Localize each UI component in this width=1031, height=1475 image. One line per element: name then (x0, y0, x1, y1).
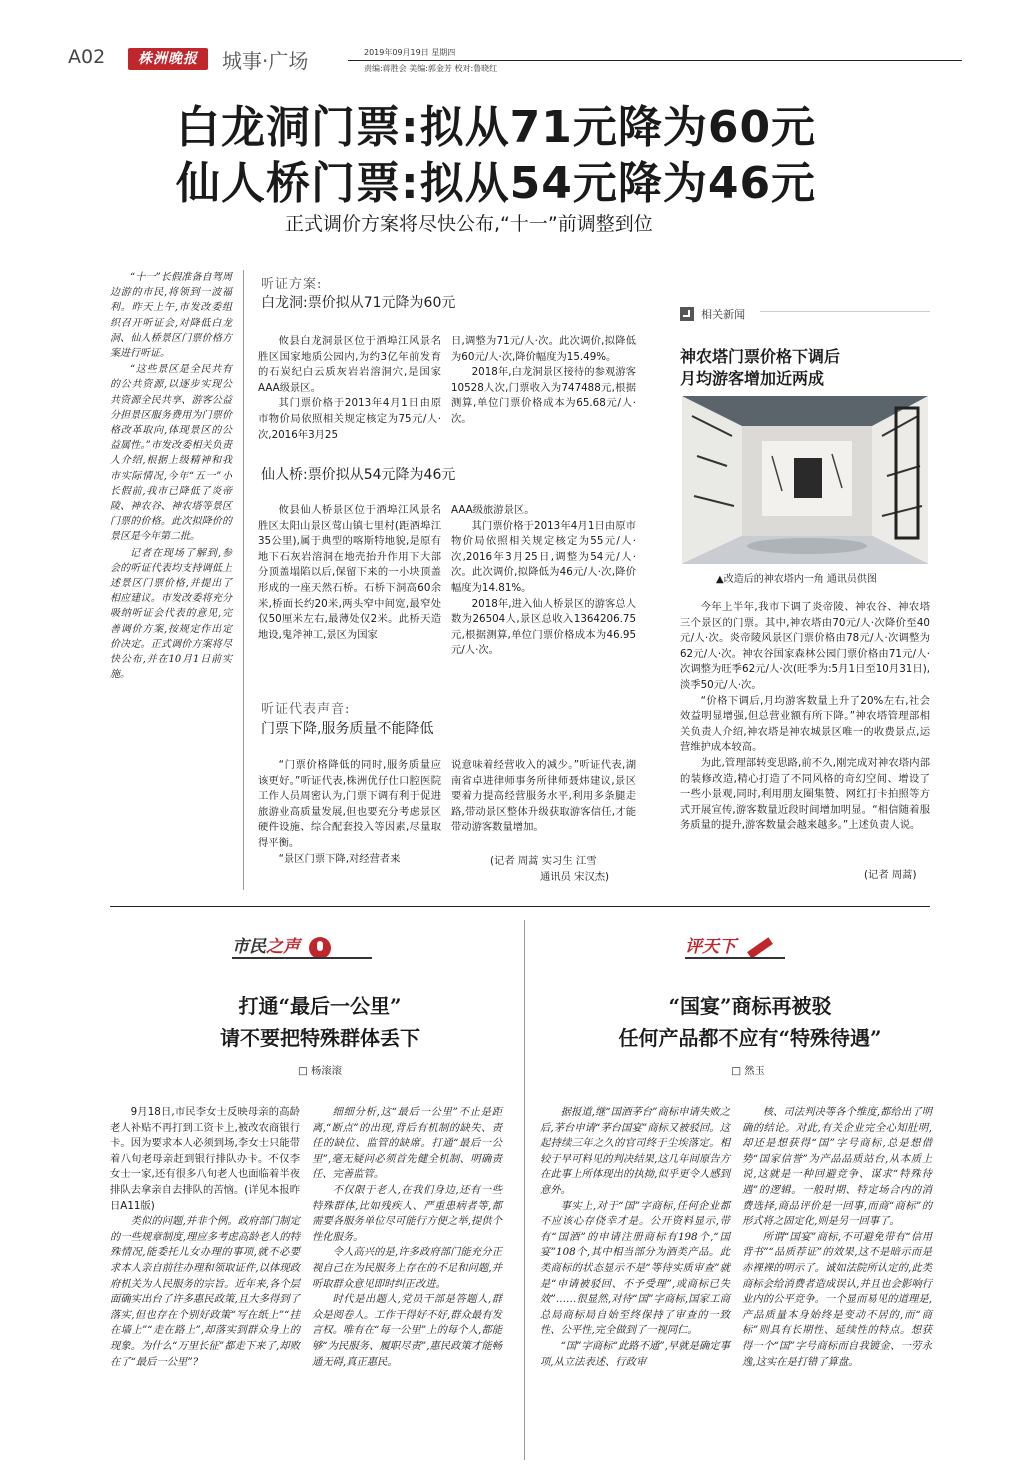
voices-label: 听证代表声音: (261, 702, 351, 717)
citizen-paragraph: 细细分析,这“最后一公里”不止是距离,“断点”的出现,背后有机制的缺失、责任的缺位、监管的缺席。打通“最后一公里”,毫无疑问必须首先健全机制、明确责任、完善监管。 (312, 1106, 502, 1181)
citizen-paragraph: 类似的问题,并非个例。政府部门制定的一些规章制度,理应多考虑高龄老人的特殊情况,能委托儿女办理的事项,就不必要求本人亲自前往办理和领取证件,以体现政府机关为人民服务的宗旨。近年来,各个层面确实出台了许多惠民政策,且大多得到了落实,但也存在个别好政策“写在纸上”“挂在墙上”“走在路上”,却落实到群众身上的现象。为什么“万里长征”都走下来了,却败在了“最后一公里”? (110, 1215, 300, 1368)
section-divider (110, 906, 930, 907)
commentary-title-1: “国宴”商标再被驳 (668, 994, 832, 1018)
bld-paragraph: 2018年,白龙洞景区接待的参观游客10528人次,门票收入为747488元,根据测算,单位门票价格成本为65.68元/人·次。 (451, 366, 636, 425)
commentary-paragraph: 事实上,对于“国”字商标,任何企业都不应该心存侥幸才是。公开资料显示,带有“国酒”的申请注册商标有198个,“国宴”108个,其中相当部分为酒类产品。此类商标的状态显示不是“等待实质审查”就是“申请被驳回、不予受理”,或商标已失效”……很显然,对待“国”字商标,国家工商总局商标局自始至终保持了审查的一致性、公平性,完全做到了一视同仁。 (540, 1199, 730, 1337)
intro-paragraph: “这些景区是全民共有的公共资源,以逐步实现公共资源全民共享、游客公益分担景区服务费用为门票价格改革取向,体现景区的公益属性。”市发改委相关负责人介绍,根据上级精神和我市实际情况,今年“五一”小长假前,我市已降低了炎帝陵、神农谷、神农塔等景区门票的价格。此次拟降价的景区是今年第二批。 (110, 364, 232, 543)
related-body (680, 600, 930, 834)
xrq-text-col1 (258, 503, 441, 643)
voices-paragraph: “门票价格降低的同时,服务质量应该更好。”听证代表,株洲优仔仕口腔医院工作人员周密认为,门票下调有利于促进旅游业高质量发展,但也要充分考虑景区硬件设施、综合配套投入等因素,尽量取得平衡。 (258, 759, 441, 849)
bld-text-col1 (258, 334, 441, 443)
related-paragraph: 今年上半年,我市下调了炎帝陵、神农谷、神农塔三个景区的门票。其中,神农塔由70元/人·次降价至40元/人·次。炎帝陵风景区门票价格由78元/人·次调整为62元/人·次。神农谷国家森林公园门票价格由71元/人·次调整为旺季62元/人·次(旺季为:5月1日至10月31日),淡季50元/人·次。 (680, 601, 930, 691)
xrq-text-col2 (451, 503, 636, 659)
citizen-paragraph: 不仅限于老人,在我们身边,还有一些特殊群体,比如残疾人、严重患病者等,都需要各服务单位尽可能行方便之举,提供个性化服务。 (312, 1183, 502, 1243)
column-divider (243, 270, 244, 890)
paper-logo (128, 48, 208, 70)
related-paragraph: “价格下调后,月均游客数量上升了20%左右,社会效益明显增强,但总营业额有所下降。”神农塔管理部相关负责人介绍,神农塔是神农城景区唯一的收费景点,运营维护成本较高。 (680, 694, 930, 754)
related-title-1: 神农塔门票价格下调后 (680, 347, 841, 366)
citizen-title-1: 打通“最后一公里” (238, 994, 402, 1018)
citizen-paragraph: 9月18日,市民李女士反映母亲的高龄老人补贴不再打到工资卡上,被改农商银行卡。因为要求本人必须到场,李女士只能带着八旬老母亲赶到银行排队办卡。不仅李女士一家,还有很多八旬老人也面临着半夜排队去拿亲自去排队的苦恼。(详见本报昨日A11版) (110, 1106, 300, 1212)
voices-text-col2 (451, 758, 636, 836)
intro-paragraph: “十一”长假准备自驾周边游的市民,将领到一波福利。昨天上午,市发改委组织召开听证会,对降低白龙洞、仙人桥景区门票价格方案进行听证。 (110, 272, 232, 360)
commentary-logo-text: 评天下 (685, 937, 736, 957)
hearing-byline-2: 通讯员 宋汉杰) (540, 871, 610, 883)
citizen-col1 (110, 1105, 300, 1370)
bottom-column-divider (524, 920, 525, 1460)
bld-paragraph: 攸县白龙洞景区位于酒埠江风景名胜区国家地质公园内,为约3亿年前发育的石炭纪白云质灰岩岩溶洞穴,是国家AAA级景区。 (258, 335, 441, 394)
citizen-paragraph: 时代是出题人,党员干部是答题人,群众是阅卷人。工作干得好不好,群众最有发言权。唯有在“每一公里”上的每个人,都能够“为民服务、履职尽责”,惠民政策才能畅通无碍,真正惠民。 (312, 1293, 502, 1368)
paper-logo-text: 株洲晚报 (138, 51, 198, 67)
header-date: 2019年09月19日 星期四 (364, 48, 456, 57)
header-editors: 责编:蒋胜会 美编:郭金芳 校对:鲁晓红 (364, 64, 498, 73)
citizen-title-2: 请不要把特殊群体丢下 (220, 1026, 420, 1050)
xrq-subtitle: 仙人桥:票价拟从54元降为46元 (261, 467, 456, 483)
voices-text-col1 (258, 758, 441, 867)
bld-paragraph: 其门票价格于2013年4月1日由原市物价局依照相关规定核定为75元/人·次,2016年3月25 (258, 397, 441, 441)
microphone-icon (309, 937, 331, 959)
headline-line-1: 白龙洞门票:拟从71元降为60元 (176, 102, 817, 153)
citizen-col2 (312, 1105, 502, 1370)
intro-paragraph: 记者在现场了解到,参会的听证代表均支持调低上述景区门票价格,并提出了相应建议。市发改委将充分吸纳听证会代表的意见,完善调价方案,按规定作出定价决定。正式调价方案将尽快公布,并在10月1日前实施。 (110, 547, 232, 681)
citizen-logo-b: 之声 (266, 937, 300, 957)
pen-icon (747, 937, 773, 958)
commentary-paragraph: 核、司法判决等各个维度,都给出了明确的结论。对此,有关企业完全心知肚明,却还是想获得“国”字号商标,总是想借势“国家信誉”为产品品质站台,从本质上说,这就是一种回避竞争、谋求“特殊待遇”的逻辑。一般时期、特定场合内的消费选择,商品评价是一回事,而商“商标”的形式将之固定化,则是另一回事了。 (742, 1106, 932, 1228)
commentary-title-2: 任何产品都不应有“特殊待遇” (618, 1026, 882, 1050)
citizen-logo-a: 市民 (232, 937, 266, 957)
page-number: A02 (68, 46, 106, 68)
citizen-logo-underline (232, 957, 372, 959)
headline-subtitle: 正式调价方案将尽快公布,“十一”前调整到位 (285, 213, 653, 235)
xrq-paragraph: 2018年,进入仙人桥景区的游客总人数为26504人,景区总收入1364206.75元,根据测算,单位门票价格成本为46.95元/人·次。 (451, 597, 636, 657)
intro-column (110, 270, 232, 682)
commentary-col2 (742, 1105, 932, 1370)
commentary-logo-underline (685, 957, 785, 959)
hearing-byline-1: (记者 周蒿 实习生 江雪 (490, 855, 597, 867)
commentary-paragraph: 据报道,继“国酒茅台”商标申请失败之后,茅台申请“茅台国宴”商标又被驳回。这起持续三年之久的官司终于尘埃落定。相较于早可料见的判决结果,这几年间原告方在此事上所体现出的执拗,似乎更令人感到意外。 (540, 1106, 730, 1196)
related-byline: (记者 周蒿) (864, 869, 917, 881)
citizen-author: □ 杨滚滚 (298, 1065, 342, 1077)
xrq-paragraph: 攸县仙人桥景区位于酒埠江风景名胜区太阳山景区莺山镇七里村(距酒埠江35公里),属于典型的喀斯特地貌,是原有地下石灰岩溶洞在地壳抬升作用下大部分顶盖塌陷以后,保留下来的一小块顶盖形成的一座天然石桥。石桥下洞高60余米,桥面长约20米,两头窄中间宽,最窄处仅50厘米左右,最薄处仅2米。此桥天造地设,鬼斧神工,景区为国家 (258, 504, 441, 641)
related-tag (680, 303, 745, 322)
bld-subtitle: 白龙洞:票价拟从71元降为60元 (261, 295, 456, 311)
citizen-paragraph: 令人高兴的是,许多政府部门能充分正视自己在为民服务上存在的不足和问题,并听取群众意见即时纠正改进。 (312, 1246, 502, 1290)
commentary-author: □ 然玉 (731, 1065, 765, 1077)
related-title-2: 月均游客增加近两成 (680, 369, 825, 388)
commentary-col1 (540, 1105, 730, 1370)
shennong-tower-photo (682, 396, 928, 564)
commentary-logo (685, 932, 773, 957)
bld-paragraph: 日,调整为71元/人·次。此次调价,拟降低为60元/人·次,降价幅度为15.49%。 (451, 335, 636, 363)
headline-line-2: 仙人桥门票:拟从54元降为46元 (176, 158, 817, 209)
related-paragraph: 为此,管理部转变思路,前不久,刚完成对神农塔内部的装修改造,精心打造了不同风格的奇幻空间、增设了一些小景观,同时,利用朋友圈集赞、网红打卡拍照等方式开展宣传,游客数量近段时间增加明显。“相信随着服务质量的提升,游客数量会越来越多。”上述负责人说。 (680, 756, 930, 832)
related-tag-rule (760, 311, 930, 312)
citizen-voice-logo (232, 932, 331, 959)
voices-paragraph: 说意味着经营收入的减少。”听证代表,湖南省卓进律师事务所律师聂炜建议,景区要着力提高经营服务水平,利用多条腿走路,带动景区整体升级获取游客信任,才能带动游客数量增加。 (451, 759, 636, 834)
xrq-paragraph: 其门票价格于2013年4月1日由原市物价局依照相关规定核定为55元/人·次,2016年3月25日,调整为54元/人·次。此次调价,拟降低为46元/人·次,降价幅度为14.81%。 (451, 519, 636, 594)
commentary-paragraph: 所谓“国宴”商标,不可避免带有“信用背书”“品质荐证”的效果,这不是暗示而是赤裸裸的明示了。诚如法院所认定的,此类商标会给消费者造成误认,并且也会影响行业内的公平竞争。一个显而易见的道理是,产品质量本身始终是变动不居的,而“商标”则具有长期性、延续性的特点。想获得一个“国”字号商标而自我镀金、一劳永逸,这实在是打错了算盘。 (742, 1230, 932, 1368)
hearing-label: 听证方案: (261, 277, 323, 292)
xrq-paragraph: AAA级旅游景区。 (451, 504, 535, 516)
section-title: 城事·广场 (222, 49, 309, 73)
photo-caption: ▲改造后的神农塔内一角 通讯员供图 (716, 574, 877, 585)
bld-text-col2 (451, 334, 636, 428)
commentary-paragraph: “国”字商标“此路不通”,早就是确定事项,从立法表述、行政审 (540, 1339, 730, 1368)
voices-paragraph: “景区门票下降,对经营者来 (278, 852, 401, 865)
related-tag-label: 相关新闻 (701, 307, 746, 321)
arrow-icon (680, 307, 694, 321)
voices-subtitle: 门票下降,服务质量不能降低 (261, 721, 434, 737)
header-rule (348, 60, 962, 61)
